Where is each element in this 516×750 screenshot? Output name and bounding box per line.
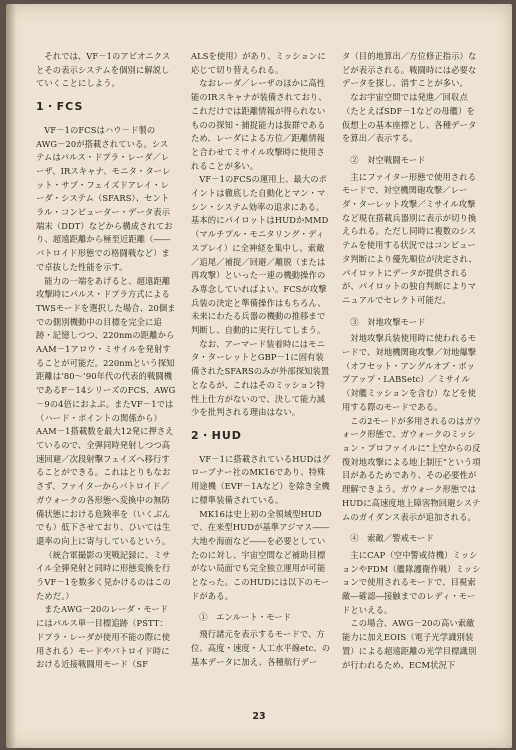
- text-column-1: [36, 50, 176, 672]
- paragraph-fcs-operation: VF－1のFCSの運用上、最大のポイントは徹底した自動化とマン・マシン・システム効率の追求にある。基本的にパイロットはHUDかMMD（マルチプル・モニタリング・ディスプレイ）に全神経を集中し、索敵／追尾／補捉／回避／離脱（または再攻撃）といった一連の機動操作のみ専念していればよい。FCSが攻撃兵装の決定と準備操作はもちろん、未来にわたる兵器の機動の推移まで判断し、自動的に実行してしまう。: [191, 174, 329, 336]
- paragraph-space-nav: なお宇宙空間では発進／回収点（たとえばSDF－1などの母艦）を仮想上の基本座標とし、各種データを算出／表示する。: [342, 92, 477, 144]
- paragraph-fcs-4: またAWG－20のレーダ・モードにはパルス単一目標追跡（PSTT：ドプラ・レーダが使用不能の際に使用される）モードやバトロイド時における近接戦闘用モード（SF: [36, 604, 171, 670]
- paragraph-armored: なお、アーマード装着時にはモニタ・ターレットとGBP－1に固有装備されたSFARSのみが外部探知装置となるが、これはそのミッション特性上仕方がないので、決して能力減少を批判される理由はない。: [191, 338, 330, 418]
- paragraph-hud-1: VF－1に搭載されているHUDはグローブナー社のMK16であり、特殊用途機（EVF－1Aなど）を除き全機に標準装備されている。: [191, 453, 331, 505]
- paragraph-fcs-3: （統合軍撮影の実戦記録に、ミサイル全弾発射と同時に形態変換を行うVF－1を数多く見かけるのはこのためだ。）: [36, 549, 171, 601]
- section-heading-hud: 2・HUD: [191, 428, 242, 442]
- paragraph-eois: この場合、AWG－20の高い索敵能力に加えEOIS（電子光学識別装置）による超遠距離の光学目標識別が行われるため、ECM状況下: [342, 618, 477, 670]
- page-number: 23: [252, 711, 266, 722]
- paragraph-intro: それでは、VF－1のアビオニクスとその表示システムを個別に解説していくことにしよう。: [36, 51, 171, 89]
- text-column-2: [191, 50, 331, 669]
- paragraph-ground-attack: 対地攻撃兵装使用時に使われるモードで、対地機関砲攻撃／対地爆撃（オフセット・アングルオブ・ボップアップ・LABSetc）／ミサイル（対艦ミッションを含む）などを使用する際のモードである。: [342, 333, 477, 412]
- paragraph-fcs-1: VF－1のFCSはハウ－ド製のAWG－20が搭載されている。システムはパルス・ドプラ・レーダ／レーザ、IRスキャナ、モニタ・ターレット・サブ・フェイズドアレイ・レーダ・システム（SFARS）、セントラル・コンピューター・データ表示端末（DDT）などから構成されており、超遠距離から極至近距離（――バトロイド形態での格闘戦など）まで卓抜した性能を示す。: [36, 124, 173, 272]
- paragraph-cont-1: ALSを使用）があり、ミッションに応じて切り替えられる。: [191, 51, 326, 75]
- paragraph-hud-2: MK16は史上初の全領域型HUDで、在来型HUDが基準アジマス――大地や海面など――を必要としていたのに対し、宇宙空間など補助目標がない局面でも完全独立運用が可能となった。このHUDには以下のモードがある。: [191, 508, 330, 601]
- paragraph-cont-2: タ（目的地算出／方位修正指示）などが表示される。戦闘時には必要なデータを探し、消すことが多い。: [342, 51, 477, 89]
- page-spine-shadow: [6, 4, 16, 748]
- book-page: [6, 4, 512, 748]
- subheading-enroute-mode: ① エンルート・モード: [199, 612, 292, 623]
- paragraph-fcs-2: 能力の一端をあげると、超遠距離攻撃時にパルス・ドプラ方式によるTWSモードを選択した場合、20個までの側別機動中の目標を完全に追跡・記憶しつつ、220nmの距離からAAM－1アロウ・ミサイルを発射することが可能だ。220nmという探知距離は’80～’90年代の代表的戦闘機であるF－14シリーズのFCS、AWG－9の4倍におよぶ。またVF－1では（ハード・ポイントの関係から）AAM－1搭載数を最大12発に押さえているので、全弾同時発射しつつ高速回避／次段射擊フェイズへ移行することができる。これはとりもなおさず、ファイターからバトロイド／ガウォークの各形態へ変換中の無防備状態における危険率を（いくぶんでも）低下させており、ひいては生還率の向上に寄与しているという。: [36, 275, 176, 546]
- paragraph-air-combat: 主にファイター形態で使用されるモードで、対空機関砲攻撃／レーダ・ターレット攻撃／ミサイル攻撃など現在搭載兵器別に表示が切り換えられる。ただし同時に複数のシステムを使用する状況ではコンピュータ判断により優先順位が決定され、パイロットにデータが提供されるが、パイロットの独自判断によりマニュアルでセレクト可能だ。: [342, 171, 477, 305]
- paragraph-ir-scanner: なおレーダ／レーザのほかに高性能のIRスキャナが装備されており、これだけでは距離情報が得られないものの探知・捕捉能力は抜群であるため、レーダによる方位／距離情報と合わせてミサイル攻撃時に使用されることが多い。: [191, 78, 327, 171]
- paragraph-gerwalk: この2モードが多用されるのはガウォーク形態で、ガウォークのミッション・プロファイルに“上空からの反復対地攻撃による地上制圧”という項目があるためであり、その必要性が理解できよう。ガウォーク形態ではHUDに高速度地上障害物回避システムのガイダンス表示が追加される。: [342, 415, 482, 522]
- text-column-3: [342, 50, 482, 672]
- subheading-ground-attack-mode: ③ 対地攻撃モード: [350, 316, 426, 327]
- section-heading-fcs: 1・FCS: [36, 100, 84, 114]
- subheading-air-combat-mode: ② 対空戦闘モード: [350, 154, 426, 165]
- paragraph-enroute: 飛行諸元を表示するモードで、方位、高度・速度・人工水平線etc、の基本データに加え、各種航行デー: [191, 629, 331, 667]
- subheading-search-mode: ④ 索敵／警戒モード: [350, 533, 434, 544]
- paragraph-search: 主にCAP（空中警戒待機）ミッションやFDM（艦隊護衛作戦）ミッションで使用されるモードで、目視索敵―確認―接触までのレディ・モードといえる。: [342, 549, 481, 615]
